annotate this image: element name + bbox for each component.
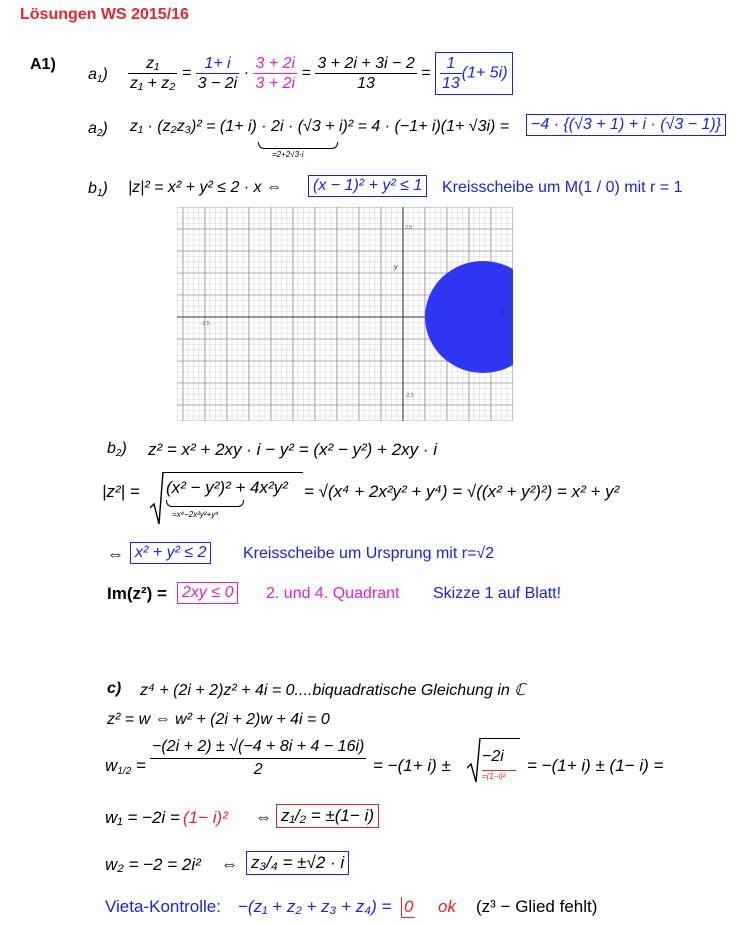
skizze-note: Skizze 1 auf Blatt! xyxy=(433,585,562,602)
b2-line1: z² = x² + 2xy · i − y² = (x² − y²) + 2xy · i xyxy=(148,440,438,459)
w2-arrow: ⇔ xyxy=(221,855,238,874)
c-radicand: −2i xyxy=(482,748,504,765)
im-box: 2xy ≤ 0 xyxy=(177,582,238,604)
c-mid: = −(1+ i) ± xyxy=(373,756,451,775)
b2-comment: Kreisscheibe um Ursprung mit r=√2 xyxy=(243,545,495,562)
vieta-expr: −(z₁ + z₂ + z₃ + z₄) = xyxy=(238,897,392,916)
x-axis-label: x xyxy=(501,309,505,316)
w1-red: (1− i)² xyxy=(183,808,228,827)
w2-lhs: w₂ = −2 = 2i² xyxy=(105,855,201,874)
b1-label: $b_1$) xyxy=(88,180,108,199)
c-line2: z² = w ⇔ w² + (2i + 2)w + 4i = 0 xyxy=(107,711,330,728)
vieta-label: Vieta-Kontrolle: xyxy=(105,897,221,916)
vieta-note: (z³ − Glied fehlt) xyxy=(476,897,598,916)
c-label: c) xyxy=(107,680,122,697)
c-radicand-note: =(1−i)² xyxy=(482,772,506,781)
a2-underbrace xyxy=(258,142,338,149)
b2-line2-radicand: (x² − y²)² + 4x²y² xyxy=(166,478,288,497)
b1-equation: |z|² = x² + y² ≤ 2 · x ⇔ xyxy=(128,179,282,196)
vieta-zero: 0 xyxy=(401,897,415,918)
quadrant-text: 2. und 4. Quadrant xyxy=(266,585,400,602)
c-line1: z⁴ + (2i + 2)z² + 4i = 0....biquadratische Gleichung in ℂ xyxy=(140,682,526,699)
b2-line2-lhs: |z²| = xyxy=(102,482,140,501)
b2-label: $b_2$) xyxy=(107,440,127,459)
y-axis-label: y xyxy=(394,264,398,271)
tick-label-x: -2.5 xyxy=(201,321,210,327)
b1-result-box: (x − 1)² + y² ≤ 1 xyxy=(308,175,427,197)
c-w-lhs: $w_{1/2}$ = xyxy=(105,756,146,777)
w2-result-box: z₃/₄ = ±√2 · i xyxy=(246,851,349,875)
c-tail: = −(1+ i) ± (1− i) = xyxy=(527,756,664,775)
b1-comment: Kreisscheibe um M(1 / 0) mit r = 1 xyxy=(442,179,683,196)
a1-label: $a_1$) xyxy=(88,66,108,85)
b2-underbrace xyxy=(166,500,244,507)
equivalence-arrow: ⇔ xyxy=(107,545,124,564)
a1-equation: $\frac{\text{z₁}}{\text{z₁ + z₂}}$ = $\frac{1+ i}{3 - 2i}$ · $\frac{3 + 2i}{3 + 2i}$ = $\frac{3 + 2i + 3i - 2}{13}$ = $\frac{1}{13}$ (1+ 5i) xyxy=(128,52,513,95)
a2-underbrace-note: =2+2√3·i xyxy=(272,150,304,159)
tick-label-x: 2.5 xyxy=(477,321,484,327)
page-title: Lösungen WS 2015/16 xyxy=(20,6,189,23)
w1-lhs: w₁ = −2i = xyxy=(105,808,180,827)
w1-result-box: z₁/₂ = ±(1− i) xyxy=(276,804,379,828)
vieta-ok: ok xyxy=(438,897,456,916)
a2-equation: z₁ · (z₂z₃)² = (1+ i) · 2i · (√3 + i)² = 4 · (−1+ i)(1+ √3i) = xyxy=(130,118,510,135)
disk-plot xyxy=(177,207,513,421)
task-label: A1) xyxy=(30,56,56,73)
w1-arrow: ⇔ xyxy=(255,808,272,827)
b2-result-box: x² + y² ≤ 2 xyxy=(130,542,211,564)
b2-underbrace-note: =x⁴−2x²y²+y⁴ xyxy=(172,510,219,519)
a2-label: $a_2$) xyxy=(88,120,108,139)
im-lhs: Im(z²) = xyxy=(107,584,167,603)
b2-line2-rest: = √(x⁴ + 2x²y² + y⁴) = √((x² + y²)²) = x² + y² xyxy=(304,482,620,501)
sqrt-sign xyxy=(150,472,162,526)
tick-label-y: 2.5 xyxy=(405,225,412,231)
a1-result-box: $\frac{1}{13}$ (1+ 5i) xyxy=(435,52,513,95)
tick-label-y: -2.5 xyxy=(405,393,414,399)
c-quadratic-fraction: $\frac{-(2i + 2) \pm √(-4 + 8i + 4 - 16i)}{2}$ xyxy=(152,738,365,778)
a2-result-box: −4 · {(√3 + 1) + i · (√3 − 1)} xyxy=(526,114,726,136)
